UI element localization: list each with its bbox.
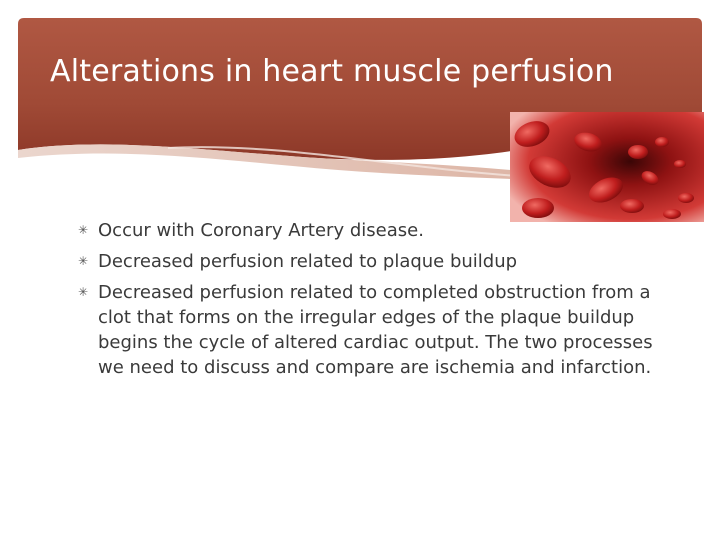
asterisk-bullet-icon: ✳ <box>77 254 89 268</box>
asterisk-bullet-icon: ✳ <box>77 223 89 237</box>
bullet-list <box>76 218 676 386</box>
slide-title: Alterations in heart muscle perfusion <box>50 54 614 89</box>
bullet-text: Occur with Coronary Artery disease. <box>98 220 424 241</box>
bullet-text: Decreased perfusion related to completed obstruction from a clot that forms on the irregular edges of the plaque buildup begins the cycle of altered cardiac output. The two processes we need to discuss and compare are ischemia and infarction. <box>98 282 653 378</box>
blood-cells-image <box>510 112 704 222</box>
list-item <box>76 249 676 274</box>
bullet-text: Decreased perfusion related to plaque buildup <box>98 251 518 272</box>
list-item <box>76 218 676 243</box>
list-item <box>76 280 676 380</box>
asterisk-bullet-icon: ✳ <box>77 285 89 299</box>
